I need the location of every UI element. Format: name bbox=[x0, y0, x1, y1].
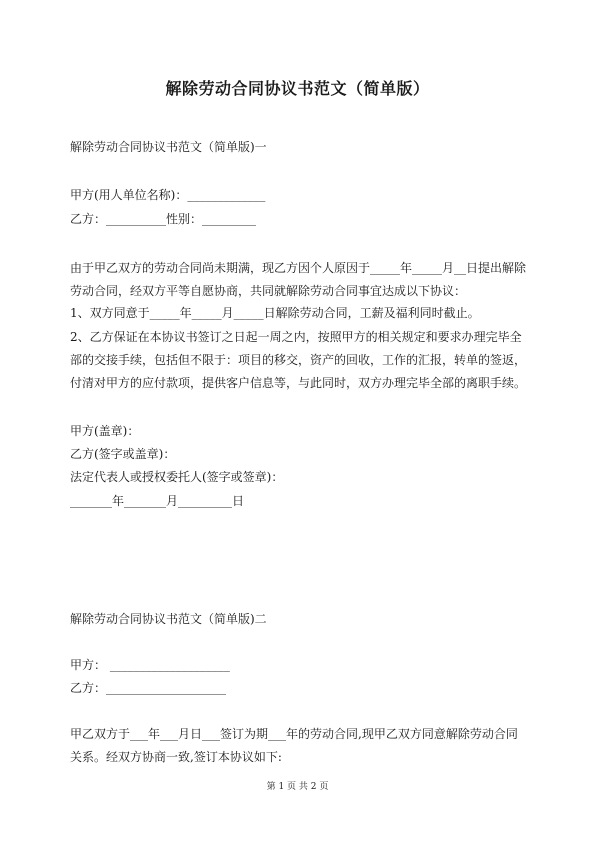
section1-sign-party-a: 甲方(盖章)： bbox=[70, 424, 140, 438]
section1-party-b: 乙方：__________性别：_________ bbox=[70, 212, 257, 226]
section1-clause-2: 2、乙方保证在本协议书签订之日起一周之内，按照甲方的相关规定和要求办理完毕全 bbox=[70, 330, 522, 344]
section2-paragraph-line: 关系。经双方协商一致,签订本协议如下: bbox=[70, 750, 282, 764]
section1-sign-party-b: 乙方(签字或盖章)： bbox=[70, 447, 176, 461]
section1-paragraph-line: 部的交接手续，包括但不限于：项目的移交，资产的回收，工作的汇报，转单的签返， bbox=[70, 353, 527, 367]
section1-paragraph-line: 由于甲乙双方的劳动合同尚未期满，现乙方因个人原因于_____年_____月__日提出解除 bbox=[70, 261, 527, 275]
section2-party-b: 乙方：____________________ bbox=[70, 681, 227, 695]
section2-party-a: 甲方： ____________________ bbox=[70, 658, 230, 672]
section1-heading: 解除劳动合同协议书范文（简单版)一 bbox=[70, 140, 267, 154]
section1-clause-1: 1、双方同意于_____年_____月_____日解除劳动合同，工薪及福利同时截止。 bbox=[70, 306, 480, 320]
section1-paragraph-line: 付清对甲方的应付款项，提供客户信息等，与此同时，双方办理完毕全部的离职手续。 bbox=[70, 376, 527, 390]
section1-date-line: _______年_______月_________日 bbox=[70, 494, 245, 508]
section1-sign-representative: 法定代表人或授权委托人(签字或签章)： bbox=[70, 470, 284, 484]
section2-paragraph-line: 甲乙双方于___年___月日___签订为期___年的劳动合同,现甲乙双方同意解除劳动合同 bbox=[70, 727, 518, 741]
document-title: 解除劳动合同协议书范文（简单版） bbox=[165, 79, 430, 98]
section2-heading: 解除劳动合同协议书范文（简单版)二 bbox=[70, 612, 267, 626]
section1-paragraph-line: 劳动合同，经双方平等自愿协商，共同就解除劳动合同事宜达成以下协议： bbox=[70, 284, 467, 298]
section1-party-a: 甲方(用人单位名称)：_____________ bbox=[70, 188, 266, 202]
page-number-footer: 第 1 页 共 2 页 bbox=[266, 782, 329, 792]
